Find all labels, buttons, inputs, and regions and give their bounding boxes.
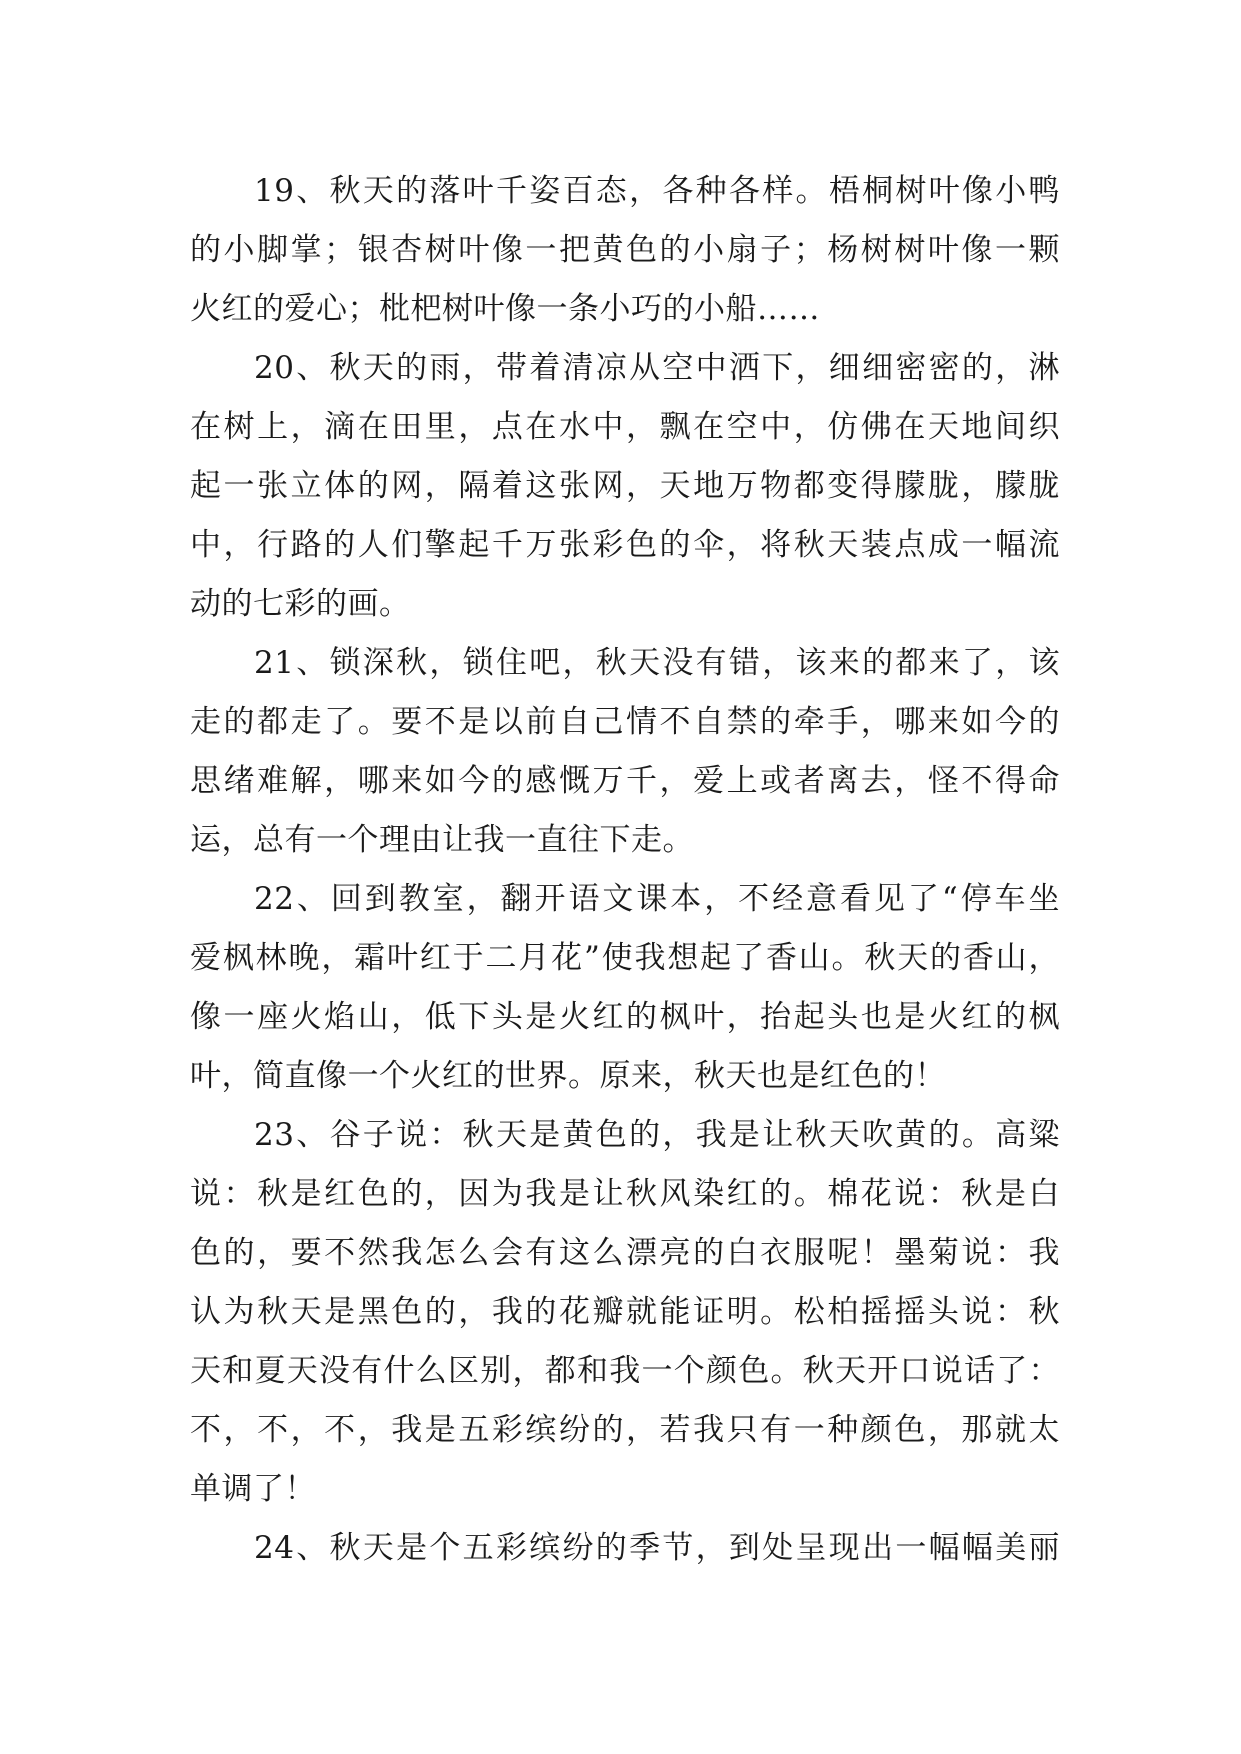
paragraph-22-line-1: 22、回到教室，翻开语文课本，不经意看见了“停车坐 xyxy=(254,881,1060,917)
paragraph-20-line-5: 动的七彩的画。 xyxy=(190,586,411,622)
document-body xyxy=(190,162,1060,1578)
paragraph-20-line-4: 中，行路的人们擎起千万张彩色的伞，将秋天装点成一幅流 xyxy=(190,527,1060,563)
paragraph-23-line-6: 不，不，不，我是五彩缤纷的，若我只有一种颜色，那就太 xyxy=(190,1412,1060,1448)
paragraph-23-line-2: 说：秋是红色的，因为我是让秋风染红的。棉花说：秋是白 xyxy=(190,1176,1060,1212)
paragraph-22-line-4: 叶，简直像一个火红的世界。原来，秋天也是红色的！ xyxy=(190,1058,946,1094)
paragraph-23-line-3: 色的，要不然我怎么会有这么漂亮的白衣服呢！墨菊说：我 xyxy=(190,1235,1060,1271)
paragraph-19-line-3: 火红的爱心；枇杷树叶像一条小巧的小船…… xyxy=(190,291,820,327)
paragraph-24-line-1: 24、秋天是个五彩缤纷的季节，到处呈现出一幅幅美丽 xyxy=(254,1530,1060,1566)
paragraph-19-line-2: 的小脚掌；银杏树叶像一把黄色的小扇子；杨树树叶像一颗 xyxy=(190,232,1060,268)
paragraph-23-line-5: 天和夏天没有什么区别，都和我一个颜色。秋天开口说话了： xyxy=(190,1353,1060,1389)
paragraph-23-line-7: 单调了！ xyxy=(190,1471,316,1507)
paragraph-23-line-4: 认为秋天是黑色的，我的花瓣就能证明。松柏摇摇头说：秋 xyxy=(190,1294,1060,1330)
paragraph-21-line-1: 21、锁深秋，锁住吧，秋天没有错，该来的都来了，该 xyxy=(254,645,1060,681)
paragraph-22-line-2: 爱枫林晚，霜叶红于二月花”使我想起了香山。秋天的香山， xyxy=(190,940,1060,976)
paragraph-19-line-1: 19、秋天的落叶千姿百态，各种各样。梧桐树叶像小鸭 xyxy=(254,173,1060,209)
paragraph-22-line-3: 像一座火焰山，低下头是火红的枫叶，抬起头也是火红的枫 xyxy=(190,999,1060,1035)
paragraph-20-line-3: 起一张立体的网，隔着这张网，天地万物都变得朦胧，朦胧 xyxy=(190,468,1060,504)
paragraph-20-line-2: 在树上，滴在田里，点在水中，飘在空中，仿佛在天地间织 xyxy=(190,409,1060,445)
paragraph-21-line-4: 运，总有一个理由让我一直往下走。 xyxy=(190,822,694,858)
paragraph-21-line-3: 思绪难解，哪来如今的感慨万千，爱上或者离去，怪不得命 xyxy=(190,763,1060,799)
paragraph-21-line-2: 走的都走了。要不是以前自己情不自禁的牵手，哪来如今的 xyxy=(190,704,1060,740)
paragraph-20-line-1: 20、秋天的雨，带着清凉从空中洒下，细细密密的，淋 xyxy=(254,350,1060,386)
paragraph-23-line-1: 23、谷子说：秋天是黄色的，我是让秋天吹黄的。高粱 xyxy=(254,1117,1060,1153)
